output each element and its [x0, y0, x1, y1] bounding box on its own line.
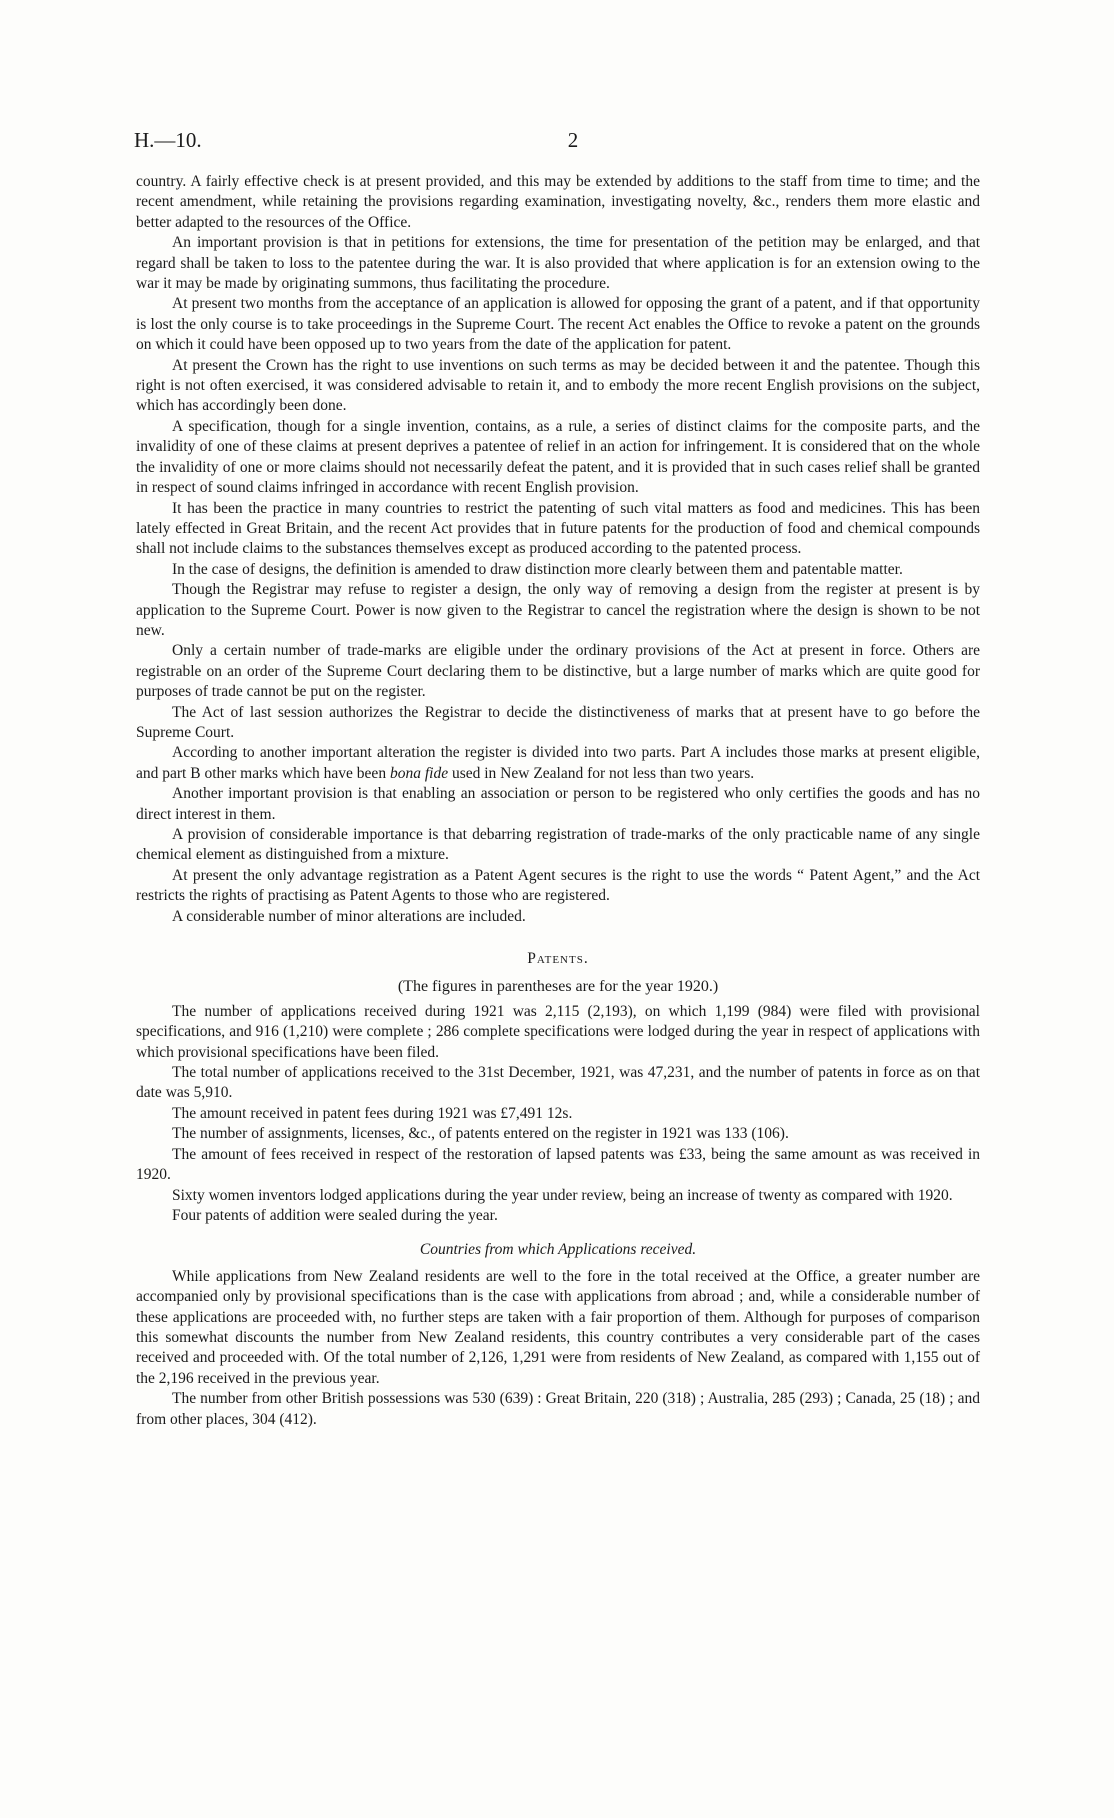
paragraph: The number from other British possessions was 530 (639) : Great Britain, 220 (318) ; Australia, 285 (293) ; Canada, 25 (18) ; and from other places, 304 (412).: [136, 1390, 980, 1428]
paragraph: It has been the practice in many countries to restrict the patenting of such vital matters as food and medicines. This has been lately effected in Great Britain, and the recent Act provides that in future patents for the production of food and chemical compounds shall not include claims to the substances themselves except as produced according to the patented process.: [136, 499, 980, 558]
paragraph: At present the Crown has the right to use inventions on such terms as may be decided between it and the patentee. Though this right is not often exercised, it was considered advisable to retain it, and to embody the more recent English provisions on the subject, which has accordingly been done.: [136, 356, 980, 415]
paragraph: The number of applications received during 1921 was 2,115 (2,193), on which 1,199 (984) were filed with provisional specifications, and 916 (1,210) were complete ; 286 complete specifications were lodged during the year in respect of applications with which provisional specifications have been filed.: [136, 1002, 980, 1061]
paragraph: The total number of applications received to the 31st December, 1921, was 47,231, and the number of patents in force as on that date was 5,910.: [136, 1064, 980, 1102]
paragraph: country. A fairly effective check is at present provided, and this may be extended by additions to the staff from time to time; and the recent amendment, while retaining the provisions regarding examination, investigating novelty, &c., renders them more elastic and better adapted to the resources of the Office.: [136, 173, 980, 231]
italic-phrase: bona fide: [389, 764, 449, 782]
paragraph: While applications from New Zealand residents are well to the fore in the total received at the Office, a greater number are accompanied only by provisional specifications than is the case with applications from abroad ; and, while a considerable number of these applications are proceeded with, no further steps are taken with a fair proportion of them. Although for purposes of comparison this somewhat discounts the number from New Zealand residents, this country contributes a very considerable part of the cases received and proceeded with. Of the total number of 2,126, 1,291 were from residents of New Zealand, as compared with 1,155 out of the 2,196 received in the previous year.: [136, 1267, 980, 1387]
paragraph: Though the Registrar may refuse to register a design, the only way of removing a design from the register at present is by application to the Supreme Court. Power is now given to the Registrar to cancel the registration where the design is shown to be not new.: [136, 581, 980, 639]
page-header: [134, 128, 980, 154]
paragraph: [136, 743, 980, 784]
page-body: [136, 172, 980, 1430]
paragraph: In the case of designs, the definition is amended to draw distinction more clearly between them and patentable matter.: [172, 560, 903, 578]
paragraph: At present the only advantage registration as a Patent Agent secures is the right to use the words “ Patent Agent,” and the Act restricts the rights of practising as Patent Agents to those who are registered.: [136, 866, 980, 905]
paragraph: A considerable number of minor alterations are included.: [172, 907, 526, 925]
paragraph: Another important provision is that enabling an association or person to be registered who only certifies the goods and has no direct interest in them.: [136, 785, 980, 823]
section-heading-patents: Patents.: [527, 950, 589, 968]
paragraph: A provision of considerable importance is that debarring registration of trade-marks of the only practicable name of any single chemical element as distinguished from a mixture.: [136, 826, 980, 864]
paragraph-text: used in New Zealand for not less than two years.: [448, 764, 755, 782]
document-reference: H.—10.: [134, 128, 202, 152]
paragraph: The amount received in patent fees during 1921 was £7,491 12s.: [172, 1104, 573, 1122]
section-note: (The figures in parentheses are for the year 1920.): [397, 978, 719, 996]
page-number: 2: [567, 128, 579, 152]
paragraph: The number of assignments, licenses, &c., of patents entered on the register in 1921 was 133 (106).: [172, 1125, 789, 1143]
paragraph: Four patents of addition were sealed during the year.: [172, 1206, 498, 1224]
paragraph: Sixty women inventors lodged applications during the year under review, being an increase of twenty as compared with 1920.: [172, 1186, 953, 1204]
paragraph: The Act of last session authorizes the Registrar to decide the distinctiveness of marks that at present have to go before the Supreme Court.: [136, 703, 980, 741]
paragraph: The amount of fees received in respect of the restoration of lapsed patents was £33, being the same amount as was received in 1920.: [136, 1145, 980, 1184]
paragraph: Only a certain number of trade-marks are eligible under the ordinary provisions of the Act at present in force. Others are registrable on an order of the Supreme Court declaring them to be distinctive, but a large number of marks which are quite good for purposes of trade cannot be put on the register.: [136, 642, 980, 701]
paragraph: An important provision is that in petitions for extensions, the time for presentation of the petition may be enlarged, and that regard shall be taken to loss to the patentee during the war. It is also provided that where application is for an extension owing to the war it may be made by originating summons, thus facilitating the procedure.: [136, 234, 980, 293]
section-heading-countries: Countries from which Applications received.: [419, 1241, 697, 1259]
paragraph-text: According to another important alteration the register is divided into two parts. Part A includes those marks at present eligible, and part B other marks which have been: [136, 744, 980, 782]
paragraph: At present two months from the acceptance of an application is allowed for opposing the grant of a patent, and if that opportunity is lost the only course is to take proceedings in the Supreme Court. The recent Act enables the Office to revoke a patent on the grounds on which it could have been opposed up to two years from the date of the application for patent.: [136, 295, 980, 354]
paragraph: A specification, though for a single invention, contains, as a rule, a series of distinct claims for the composite parts, and the invalidity of one of these claims at present deprives a patentee of relief in an action for infringement. It is considered that on the whole the invalidity of one or more claims should not necessarily defeat the patent, and it is provided that in such cases relief shall be granted in respect of sound claims infringed in accordance with recent English provision.: [136, 417, 980, 497]
